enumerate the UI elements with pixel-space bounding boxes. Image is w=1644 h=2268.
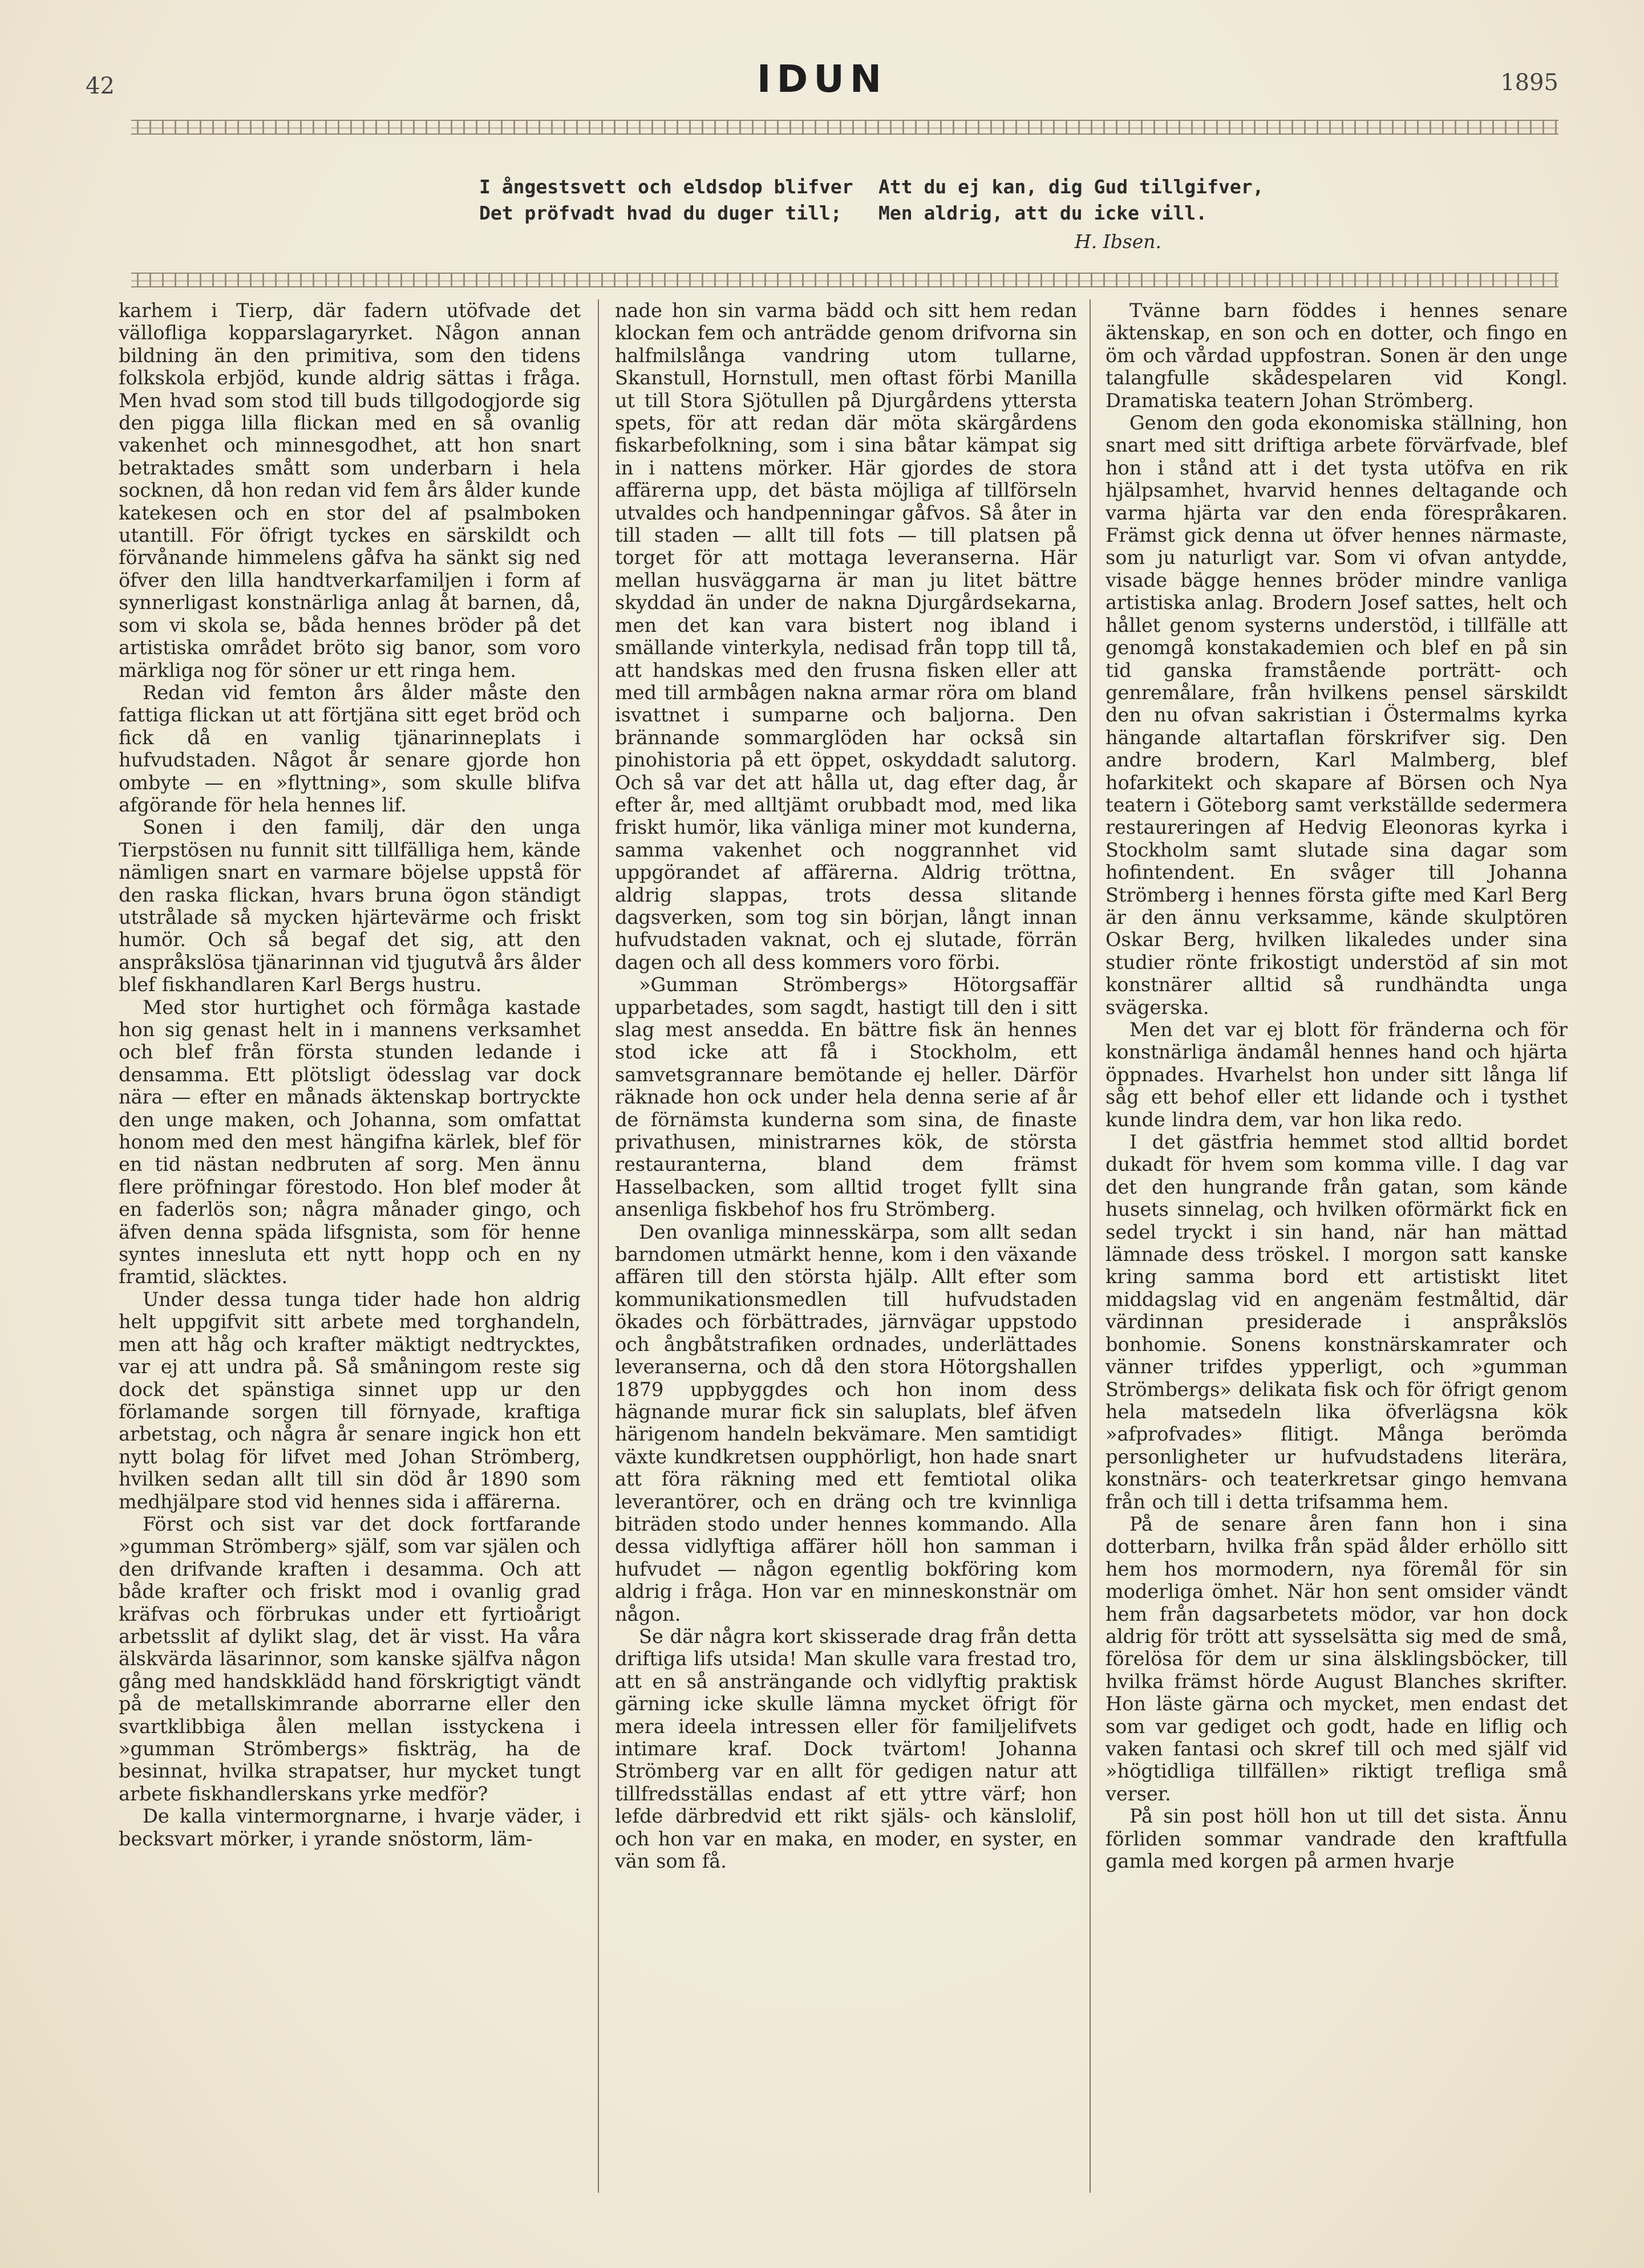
motto-line: Att du ej kan, dig Gud tillgifver, <box>878 176 1264 198</box>
paragraph: nade hon sin varma bädd och sitt hem redan klockan fem och anträdde genom drifvorna sin halfmilslånga vandring utom tullarne, Skanstull, Hornstull, men oftast förbi Manilla ut till Stora Sjötullen på Djurgårdens yttersta spets, för att redan där möta skärgårdens fiskarbefolkning, som i sina båtar kämpat sig in i nattens mörker. Här gjordes de stora affärerna upp, det bästa möjliga af tillförseln utvaldes och handpenningar gåfvos. Så åter in till staden — allt till fots — till platsen på torget för att mottaga leveranserna. Här mellan husväggarna är man ju litet bättre skyddad än under de nakna Djurgårdsekarna, men det kan vara bistert nog ibland i smällande vinterkyla, nedisad från topp till tå, att handskas med den frusna fisken eller att med till armbågen nakna armar röra om bland isvattnet i sumparne och baljorna. Den brännande sommarglöden har också sin pinohistoria på ett öppet, oskyddadt salutorg. Och så var det att hålla ut, dag efter dag, år efter år, med alltjämt orubbadt mod, med lika friskt humör, lika vänliga miner mot kunderna, samma vakenhet och noggrannhet vid uppgörandet af affärerna. Aldrig tröttna, aldrig slappas, trots dessa slitande dagsverken, som tog sin början, långt innan hufvudstaden vaknat, och ej slutade, förrän dagen och all dess kommers voro förbi. <box>615 299 1077 973</box>
motto-line: I ångestsvett och eldsdop blifver <box>479 176 853 198</box>
paragraph: Redan vid femton års ålder måste den fattiga flickan ut att förtjäna sitt eget bröd och fick då en vanlig tjänarinneplats i hufvudstaden. Något år senare gjorde hon ombyte — en »flyttning», som skulle blifva afgörande för hela hennes lif. <box>119 681 581 816</box>
paragraph: Först och sist var det dock fortfarande »gumman Strömberg» själf, som var själen och den drifvande kraften i desamma. Och att både krafter och friskt mod i ovanlig grad kräfvas och förbrukas under ett fyrtioårigt arbetsslit af dylikt slag, det är visst. Ha våra älskvärda läsarinnor, som kanske själfva någon gång med handskklädd hand förskrigtigt vändt på de metallskimrande aborrarne eller den svartklibbiga ålen mellan isstyckena i »gumman Strömbergs» fiskträg, ha de besinnat, hvilka strapatser, hur mycket tungt arbete fiskhandlerskans yrke medför? <box>119 1512 581 1805</box>
column-2 <box>615 299 1077 2204</box>
paragraph: Med stor hurtighet och förmåga kastade hon sig genast helt in i mannens verksamhet och blef från första stunden ledande i densamma. Ett plötsligt ödesslag var dock nära — efter en månads äktenskap bortryckte den unge maken, och Johanna, som omfattat honom med den mest hängifna kärlek, blef för en tid nästan nedbruten af sorg. Men ännu flere pröfningar förestodo. Hon blef moder åt en faderlös son; några månader gingo, och äfven denna späda lifsgnista, som för henne syntes innesluta ett nytt hopp och en ny framtid, släcktes. <box>119 996 581 1288</box>
paragraph: På sin post höll hon ut till det sista. Ännu förliden sommar vandrade den kraftfulla gamla med korgen på armen hvarje <box>1106 1805 1568 1873</box>
paragraph: karhem i Tierp, där fadern utöfvade det vällofliga kopparslagaryrket. Någon annan bildning än den primitiva, som den tidens folkskola erbjöd, kunde aldrig sättas i fråga. Men hvad som stod till buds tillgodogjorde sig den pigga lilla flickan med en så ovanlig vakenhet och minnesgodhet, att hon snart betraktades smått som underbarn i hela socknen, då hon redan vid fem års ålder kunde katekesen och en stor del af psalmboken utantill. För öfrigt tyckes en särskildt och förvånande himmelens gåfva ha sänkt sig ned öfver den lilla handtverkarfamiljen i form af synnerligast konstnärliga anlag åt barnen, då, som vi skola se, båda hennes bröder på det artistiska området bröto sig banor, som voro märkliga nog för söner ur ett ringa hem. <box>119 299 581 681</box>
motto-line: Men aldrig, att du icke vill. <box>878 202 1208 224</box>
ornamental-border-bottom <box>131 273 1558 287</box>
page-header <box>86 57 1558 108</box>
issue-year: 1895 <box>1500 70 1558 96</box>
column-rule <box>598 299 599 2193</box>
column-1 <box>119 299 581 2204</box>
article-columns <box>119 299 1629 2204</box>
motto-author: H. Ibsen. <box>1074 230 1162 253</box>
paragraph: Tvänne barn föddes i hennes senare äktenskap, en son och en dotter, och fingo en öm och vårdad uppfostran. Sonen är den unge talangfulle skådespelaren vid Kongl. Dramatiska teatern Johan Strömberg. <box>1106 299 1568 412</box>
paragraph: I det gästfria hemmet stod alltid bordet dukadt för hvem som komma ville. I dag var det den hungrande från gatan, som kände husets sinnelag, och hvilken oförmärkt fick en sedel tryckt i sin hand, när han mättad lämnade dess tröskel. I morgon satt kanske kring samma bord ett artistiskt litet middagslag vid en angenäm festmåltid, där värdinnan presiderade i anspråkslös bonhomie. Sonens konstnärskamrater och vänner trifdes ypperligt, och »gumman Strömbergs» delikata fisk och för öfrigt genom hela matsedeln lika öfverlägsna kök »afprofvades» flitigt. Många berömda personligheter ur hufvudstadens literära, konstnärs- och teaterkretsar gingo hemvana från och till i detta trifsamma hem. <box>1106 1131 1568 1513</box>
masthead: IDUN <box>756 57 888 101</box>
paragraph: Men det var ej blott för fränderna och för konstnärliga ändamål hennes hand och hjärta öppnades. Hvarhelst hon under sitt långa lif såg ett behof eller ett lidande och i tysthet kunde lindra dem, var hon lika redo. <box>1106 1019 1568 1131</box>
column-rule <box>1090 299 1091 2193</box>
motto-right <box>878 174 1335 255</box>
paragraph: De kalla vintermorgnarne, i hvarje väder, i becksvart mörker, i yrande snöstorm, läm- <box>119 1805 581 1850</box>
motto-left <box>479 174 878 226</box>
paragraph: Sonen i den familj, där den unga Tierpstösen nu funnit sitt tillfälliga hem, kände nämligen snart en varmare böjelse uppstå för den raska flickan, hvars bruna ögon ständigt utstrålade så mycken hjärtevärme och friskt humör. Och så begaf det sig, att den anspråkslösa tjänarinnan vid tjugutvå års ålder blef fiskhandlaren Karl Bergs hustru. <box>119 816 581 996</box>
ornamental-border-top <box>131 120 1558 135</box>
column-3 <box>1106 299 1568 2204</box>
paragraph: Se där några kort skisserade drag från detta driftiga lifs utsida! Man skulle vara frestad tro, att en så ansträngande och vidlyftig praktisk gärning icke skulle lämna mycket öfrigt för mera ideela intressen eller för familjelifvets intimare kraf. Dock tvärtom! Johanna Strömberg var en allt för gedigen natur att tillfredsställas endast af ett yttre värf; hon lefde därbredvid ett rikt själs- och känslolif, och hon var en maka, en moder, en syster, en vän som få. <box>615 1625 1077 1873</box>
paragraph: »Gumman Strömbergs» Hötorgsaffär upparbetades, som sagdt, hastigt till den i sitt slag mest ansedda. En bättre fisk än hennes stod icke att få i Stockholm, ett samvetsgrannare bemötande ej heller. Därför räknade hon ock under hela denna serie af år de förnämsta kunderna som sina, de finaste privathusen, ministrarnes kök, de största restauranterna, bland dem främst Hasselbacken, som alltid troget fyllt sina ansenliga fiskbehof hos fru Strömberg. <box>615 973 1077 1221</box>
motto-line: Det pröfvadt hvad du duger till; <box>479 202 842 224</box>
paragraph: På de senare åren fann hon i sina dotterbarn, hvilka från späd ålder erhöllo sitt hem hos mormodern, nya föremål för sin moderliga ömhet. När hon sent omsider vändt hem från dagsarbetets mödor, var hon dock aldrig för trött att sysselsätta sig med de små, förelösa för dem ur sina älsklingsböcker, till hvilka främst hörde August Blanches skrifter. Hon läste gärna och mycket, men endast det som var gediget och godt, hade en liflig och vaken fantasi och skref till och med själf vid »högtidliga tillfällen» riktigt trefliga små verser. <box>1106 1512 1568 1805</box>
paragraph: Genom den goda ekonomiska ställning, hon snart med sitt driftiga arbete förvärfvade, blef hon i stånd att i det tysta utöfva en rik hjälpsamhet, hvarvid hennes deltagande och varma hjärta var den enda förespråkaren. Främst gick denna ut öfver hennes närmaste, som ju naturligt var. Som vi ofvan antydde, visade bägge hennes bröder mindre vanliga artistiska anlag. Brodern Josef sattes, helt och hållet genom systerns understöd, i tillfälle att genomgå konstakademien och blef en på sin tid ganska framstående porträtt- och genremålare, från hvilkens pensel särskildt den nu ofvan sakristian i Östermalms kyrka hängande altartaflan förskrifver sig. Den andre brodern, Karl Malmberg, blef hofarkitekt och skapare af Börsen och Nya teatern i Göteborg samt verkställde sedermera restaureringen af Hedvig Eleonoras kyrka i Stockholm samt slutade sina dagar som hofintendent. En svåger till Johanna Strömberg i hennes första gifte med Karl Berg är den ännu verksamme, kände skulptören Oskar Berg, hvilken likaledes under sina studier rönte frikostigt understöd af sin mot konstnärer alltid så rundhändta unga svägerska. <box>1106 412 1568 1019</box>
paragraph: Under dessa tunga tider hade hon aldrig helt uppgifvit sitt arbete med torghandeln, men att håg och krafter mäktigt nedtrycktes, var ej att undra på. Så småningom reste sig dock det spänstiga sinnet upp ur den förlamande sorgen till förnyade, kraftiga arbetstag, och några år senare ingick hon ett nytt bolag för lifvet med Johan Strömberg, hvilken sedan allt till sin död år 1890 som medhjälpare stod vid hennes sida i affärerna. <box>119 1288 581 1513</box>
page-number: 42 <box>86 73 115 99</box>
paragraph: Den ovanliga minnesskärpa, som allt sedan barndomen utmärkt henne, kom i den växande affären till den största hjälp. Allt efter som kommunikationsmedlen till hufvudstaden ökades och förbättrades, järnvägar uppstodo och ångbåtstrafiken ordnades, underlättades leveranserna, och då den stora Hötorgshallen 1879 uppbyggdes och hon inom dess hägnande murar fick sin saluplats, blef äfven härigenom handeln bekvämare. Men samtidigt växte kundkretsen oupphörligt, hon hade snart att föra räkning med ett femtiotal olika leverantörer, och en dräng och tre kvinnliga biträden stodo under hennes kommando. Alla dessa vidlyftiga affärer höll hon samman i hufvudet — någon egentlig bokföring kom aldrig i fråga. Hon var en minneskonstnär om någon. <box>615 1220 1077 1625</box>
